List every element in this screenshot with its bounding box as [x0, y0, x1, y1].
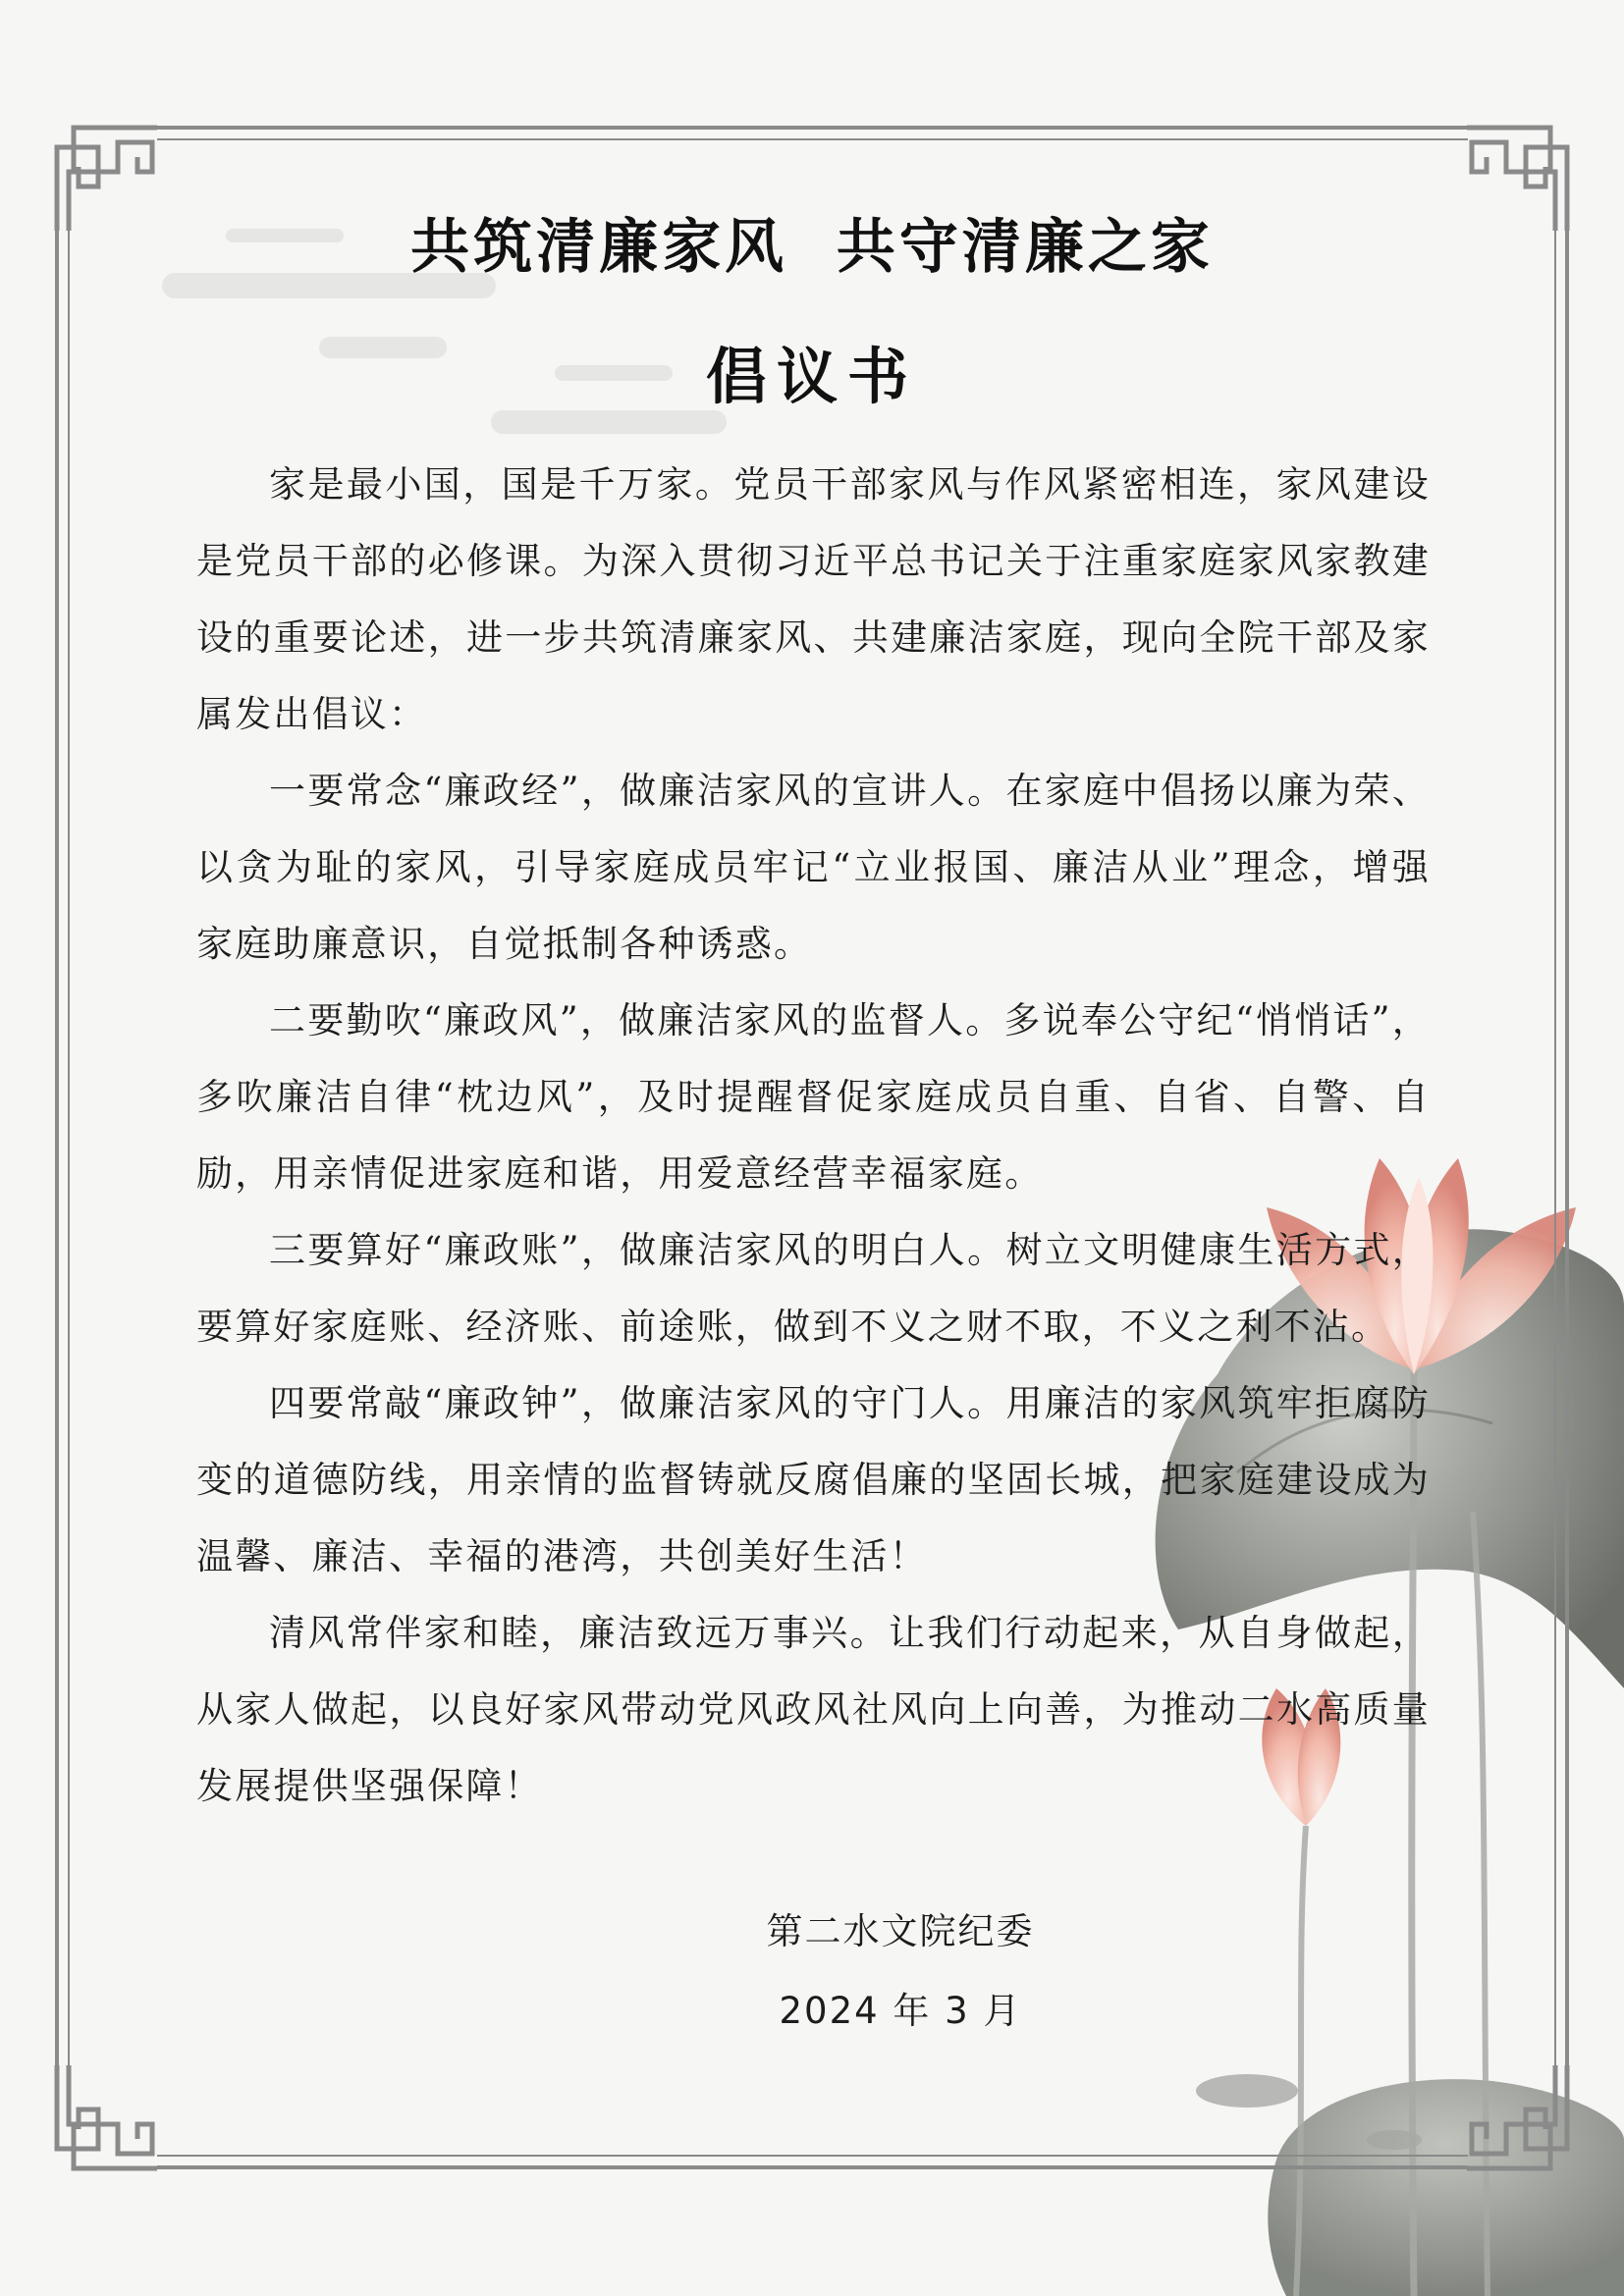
paragraph-point-2: 二要勤吹“廉政风”，做廉洁家风的监督人。多说奉公守纪“悄悄话”，多吹廉洁自律“枕边风”，及时提醒督促家庭成员自重、自省、自警、自励，用亲情促进家庭和谐，用爱意经营幸福家庭。 — [196, 999, 1431, 1195]
paragraph-point-3: 三要算好“廉政账”，做廉洁家风的明白人。树立文明健康生活方式，要算好家庭账、经济账、前途账，做到不义之财不取，不义之利不沾。 — [196, 1229, 1431, 1348]
paragraph-point-4: 四要常敲“廉政钟”，做廉洁家风的守门人。用廉洁的家风筑牢拒腐防变的道德防线，用亲情的监督铸就反腐倡廉的坚固长城，把家庭建设成为温馨、廉洁、幸福的港湾，共创美好生活！ — [196, 1382, 1431, 1577]
paragraph-intro: 家是最小国，国是千万家。党员干部家风与作风紧密相连，家风建设是党员干部的必修课。为深入贯彻习近平总书记关于注重家庭家风家教建设的重要论述，进一步共筑清廉家风、共建廉洁家庭，现向全院干部及家属发出倡议： — [196, 463, 1431, 735]
paragraph-closing: 清风常伴家和睦，廉洁致远万事兴。让我们行动起来，从自身做起，从家人做起，以良好家风带动党风政风社风向上向善，为推动二水高质量发展提供坚强保障！ — [196, 1612, 1431, 1807]
document-subtitle: 倡议书 — [705, 341, 918, 412]
document-body — [196, 447, 1431, 1825]
document-title: 共筑清廉家风 共守清廉之家 — [410, 213, 1214, 282]
corner-ornament-bottom-left — [57, 2065, 157, 2168]
signature-organization: 第二水文院纪委 — [766, 1910, 1035, 1952]
signature-date: 2024 年 3 月 — [779, 1990, 1022, 2032]
corner-ornament-bottom-right — [1467, 2065, 1567, 2168]
paragraph-point-1: 一要常念“廉政经”，做廉洁家风的宣讲人。在家庭中倡扬以廉为荣、以贪为耻的家风，引导家庭成员牢记“立业报国、廉洁从业”理念，增强家庭助廉意识，自觉抵制各种诱惑。 — [196, 770, 1431, 965]
